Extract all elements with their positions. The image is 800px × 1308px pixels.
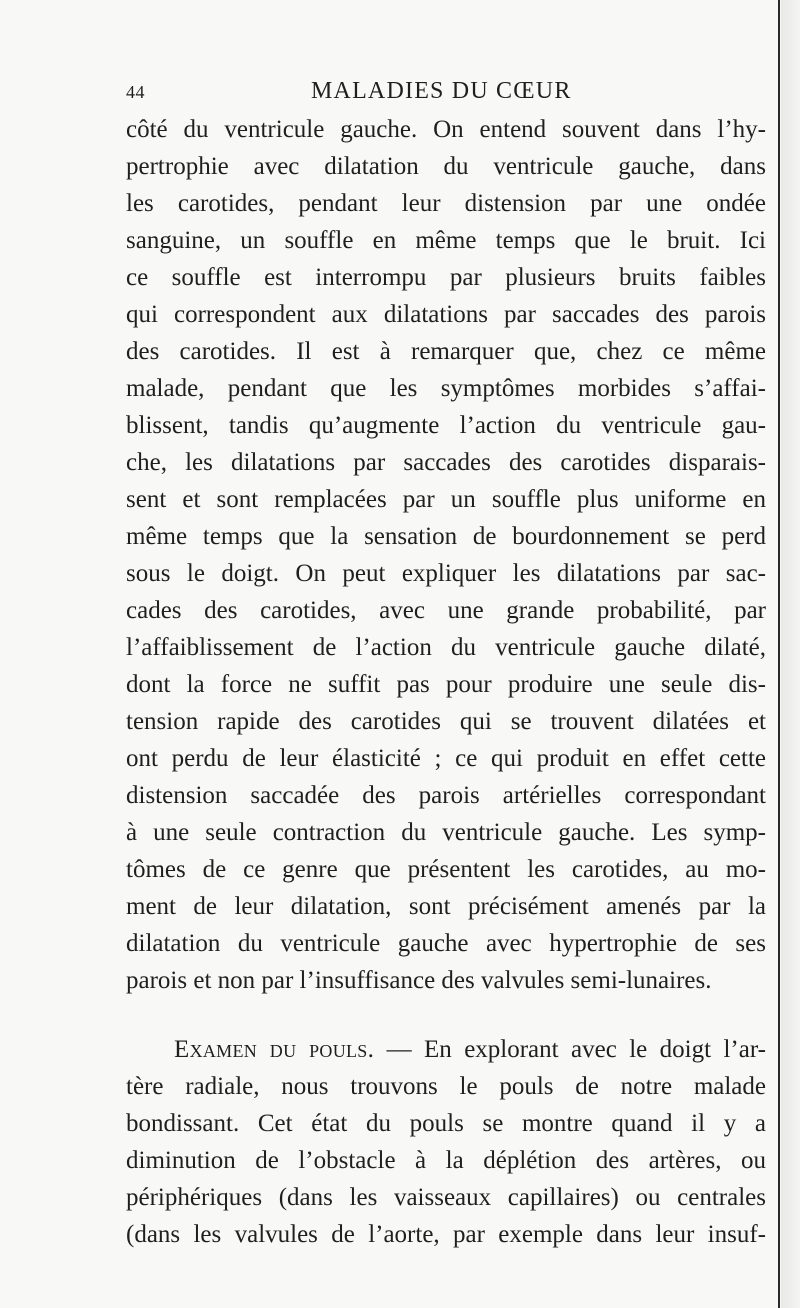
text-line: côté du ventricule gauche. On entend souvent dans l’hy- <box>126 116 766 143</box>
text-line: diminution de l’obstacle à la déplétion des artères, ou <box>126 1147 766 1174</box>
section-lead-line <box>126 1031 766 1068</box>
page-edge-line <box>778 0 780 1308</box>
text-line: dont la force ne suffit pas pour produire une seule dis- <box>126 671 766 698</box>
paragraph-2 <box>126 1031 766 1253</box>
text-line: distension saccadée des parois artérielles correspondant <box>126 782 766 809</box>
text-line: bondissant. Cet état du pouls se montre quand il y a <box>126 1110 766 1137</box>
text-line: qui correspondent aux dilatations par saccades des parois <box>126 301 766 328</box>
page-title: MALADIES DU CŒUR <box>311 78 572 104</box>
text-line: ont perdu de leur élasticité ; ce qui produit en effet cette <box>126 745 766 772</box>
text-line: sous le doigt. On peut expliquer les dilatations par sac- <box>126 560 766 587</box>
text-line: périphériques (dans les vaisseaux capillaires) ou centrales <box>126 1184 766 1211</box>
page-number: 44 <box>126 82 145 102</box>
text-line: parois et non par l’insuffisance des valvules semi-lunaires. <box>126 967 712 994</box>
text-line: ce souffle est interrompu par plusieurs bruits faibles <box>126 264 766 291</box>
body-text <box>126 111 766 1253</box>
text-line: blissent, tandis qu’augmente l’action du ventricule gau- <box>126 412 766 439</box>
text-line: cades des carotides, avec une grande probabilité, par <box>126 597 766 624</box>
text-line: malade, pendant que les symptômes morbides s’affai- <box>126 375 766 402</box>
text-line: (dans les valvules de l’aorte, par exemple dans leur insuf- <box>126 1221 766 1248</box>
section-lead-text: — En explorant avec le doigt l’ar- <box>374 1036 766 1063</box>
paragraph-gap <box>126 999 766 1031</box>
text-line: sent et sont remplacées par un souffle plus uniforme en <box>126 486 766 513</box>
text-line: dilatation du ventricule gauche avec hypertrophie de ses <box>126 930 766 957</box>
text-line: che, les dilatations par saccades des carotides disparais- <box>126 449 766 476</box>
section-heading: Examen du pouls. <box>174 1036 375 1063</box>
page-edge-shadow <box>781 0 800 1308</box>
paragraph-1 <box>126 111 766 999</box>
text-line: ment de leur dilatation, sont précisément amenés par la <box>126 893 766 920</box>
text-line: tômes de ce genre que présentent les carotides, au mo- <box>126 856 766 883</box>
text-line: les carotides, pendant leur distension par une ondée <box>126 190 766 217</box>
text-line: à une seule contraction du ventricule gauche. Les symp- <box>126 819 766 846</box>
text-line: tension rapide des carotides qui se trouvent dilatées et <box>126 708 766 735</box>
text-line: sanguine, un souffle en même temps que le bruit. Ici <box>126 227 766 254</box>
text-line: des carotides. Il est à remarquer que, chez ce même <box>126 338 766 365</box>
text-line: l’affaiblissement de l’action du ventricule gauche dilaté, <box>126 634 766 661</box>
text-line: même temps que la sensation de bourdonnement se perd <box>126 523 766 550</box>
text-line: pertrophie avec dilatation du ventricule gauche, dans <box>126 153 766 180</box>
text-line: tère radiale, nous trouvons le pouls de notre malade <box>126 1073 766 1100</box>
